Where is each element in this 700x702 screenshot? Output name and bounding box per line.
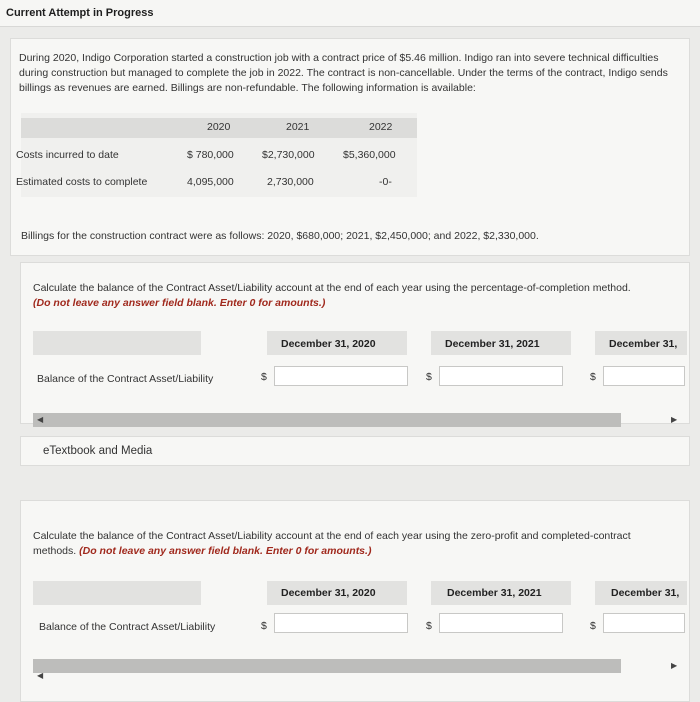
horizontal-scrollbar[interactable] — [33, 413, 621, 427]
label-col-header-2 — [33, 581, 201, 605]
question-1-panel — [20, 262, 690, 424]
cell-estimated-2022: -0- — [379, 176, 392, 188]
currency-2022: $ — [590, 371, 596, 383]
col-header-dec-2020-q2: December 31, 2020 — [281, 587, 376, 599]
table-header-2022: 2022 — [369, 121, 393, 133]
col-header-dec-2021: December 31, 2021 — [445, 338, 540, 350]
currency-2021: $ — [426, 371, 432, 383]
cell-costs-2020: $ 780,000 — [187, 149, 234, 161]
question-1-note: (Do not leave any answer field blank. Enter 0 for amounts.) — [33, 297, 326, 309]
col-header-dec-2021-q2: December 31, 2021 — [447, 587, 542, 599]
table-header-2021: 2021 — [286, 121, 310, 133]
row-label-estimated-costs: Estimated costs to complete — [16, 176, 148, 188]
problem-paragraph: During 2020, Indigo Corporation started a construction job with a contract price of $5.46 million. Indigo ran into severe technical difficulties during construction but managed to complete the job in 2022. The contract is non-cancellable. Under the terms of the contract, Indigo sends billings as revenues are earned. Billings are non-refundable. The following information is available: — [19, 52, 668, 94]
currency-2022-q2: $ — [590, 620, 596, 632]
balance-input-2021-q2[interactable] — [439, 613, 563, 633]
page-title: Current Attempt in Progress — [6, 7, 154, 19]
question-2-text-wrap — [33, 529, 673, 559]
row-label-balance: Balance of the Contract Asset/Liability — [37, 373, 214, 385]
cell-estimated-2020: 4,095,000 — [187, 176, 234, 188]
billings-text: Billings for the construction contract were as follows: 2020, $680,000; 2021, $2,450,000; and 2022, $2,330,000. — [21, 230, 539, 242]
cell-costs-2021: $2,730,000 — [262, 149, 315, 161]
cell-estimated-2021: 2,730,000 — [267, 176, 314, 188]
balance-input-2022[interactable] — [603, 366, 685, 386]
question-2-panel — [20, 500, 690, 702]
question-2-text: Calculate the balance of the Contract Asset/Liability account at the end of each year using the zero-profit and completed-contract methods. — [33, 530, 631, 557]
row-label-balance-q2: Balance of the Contract Asset/Liability — [39, 621, 216, 633]
col-header-dec-2022-q2: December 31, — [611, 587, 680, 599]
chevron-right-icon[interactable]: ▶ — [671, 415, 678, 424]
currency-2020-q2: $ — [261, 620, 267, 632]
horizontal-scrollbar-q2[interactable] — [33, 659, 621, 673]
cost-info-table — [16, 113, 417, 197]
col-header-dec-2020: December 31, 2020 — [281, 338, 376, 350]
balance-input-2020-q2[interactable] — [274, 613, 408, 633]
question-1-text-wrap — [33, 281, 681, 311]
chevron-left-icon[interactable]: ◀ — [37, 671, 44, 680]
etextbook-panel[interactable] — [20, 436, 690, 466]
currency-2021-q2: $ — [426, 620, 432, 632]
balance-input-2022-q2[interactable] — [603, 613, 685, 633]
header-bar — [0, 0, 700, 27]
question-1-text: Calculate the balance of the Contract Asset/Liability account at the end of each year using the percentage-of-completion method. — [33, 282, 631, 294]
currency-2020: $ — [261, 371, 267, 383]
chevron-right-icon[interactable]: ▶ — [671, 661, 678, 670]
table-header-2020: 2020 — [207, 121, 231, 133]
problem-statement-panel — [10, 38, 690, 256]
balance-input-2021[interactable] — [439, 366, 563, 386]
chevron-left-icon[interactable]: ◀ — [37, 415, 44, 424]
balance-input-2020[interactable] — [274, 366, 408, 386]
row-label-costs-incurred: Costs incurred to date — [16, 149, 119, 161]
etextbook-link[interactable]: eTextbook and Media — [43, 445, 153, 457]
cell-costs-2022: $5,360,000 — [343, 149, 396, 161]
question-2-note: (Do not leave any answer field blank. Enter 0 for amounts.) — [79, 545, 372, 557]
label-col-header — [33, 331, 201, 355]
col-header-dec-2022: December 31, — [609, 338, 678, 350]
